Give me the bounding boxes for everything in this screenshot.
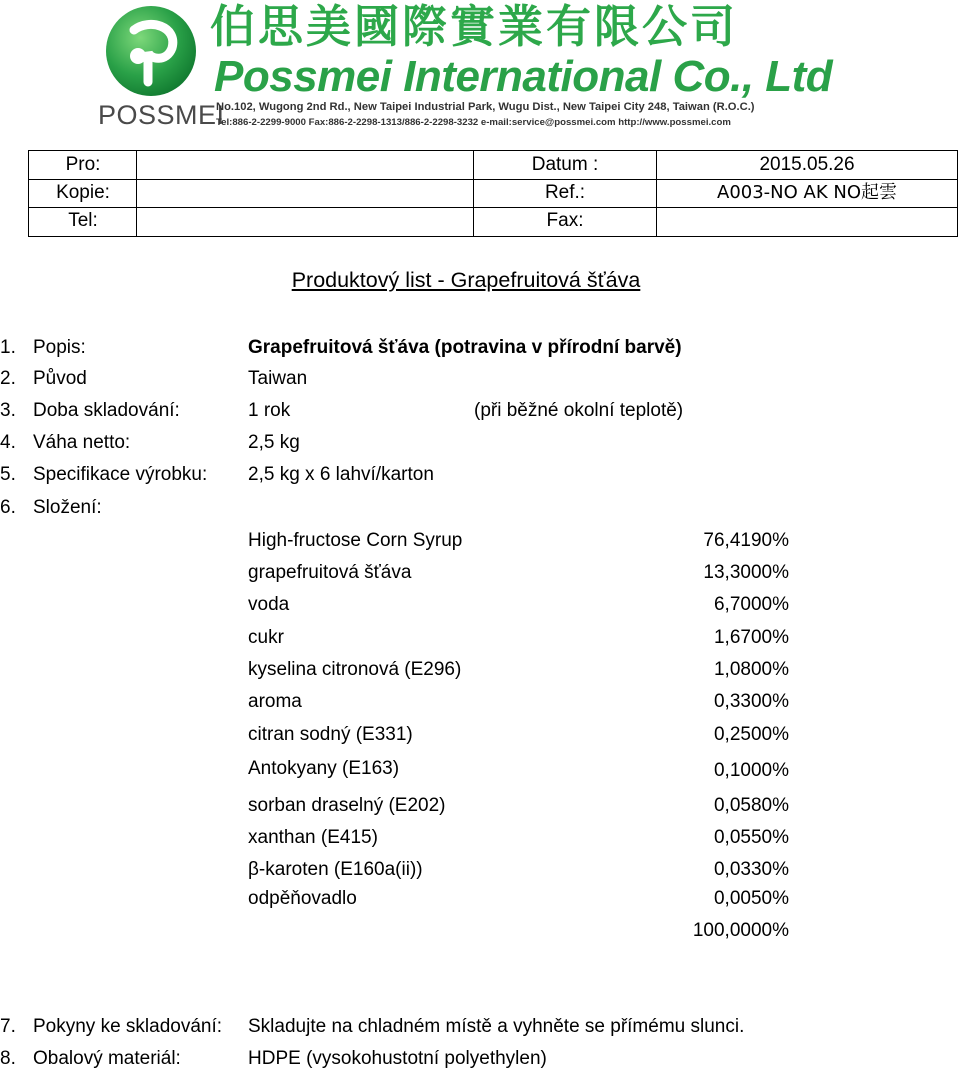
ingredient-name: sorban draselný (E202) [248, 795, 446, 816]
item-specifikace [0, 463, 207, 487]
ingredient-name: odpěňovadlo [248, 888, 357, 909]
item-label: Původ [33, 368, 87, 389]
item-number: 5. [0, 464, 16, 485]
ingredient-percent: 13,3000% [703, 562, 789, 583]
pokyny-value: Skladujte na chladném místě a vyhněte se přímému slunci. [248, 1016, 745, 1037]
item-number: 1. [0, 337, 16, 358]
item-label: Specifikace výrobku: [33, 464, 208, 485]
ingredient-percent: 0,1000% [713, 760, 789, 781]
ingredient-name: High-fructose Corn Syrup [248, 530, 463, 551]
item-number: 4. [0, 432, 16, 453]
possmei-logo-icon [104, 4, 198, 98]
ref-value: A003-NO AK NO起雲 [717, 182, 897, 203]
item-number: 8. [0, 1048, 16, 1069]
item-doba-skladovani [0, 399, 180, 423]
item-label: Popis: [33, 337, 86, 358]
datum-label: Datum : [531, 154, 599, 175]
ingredient-percent: 1,0800% [713, 659, 789, 680]
datum-value: 2015.05.26 [759, 154, 855, 175]
item-number: 7. [0, 1016, 16, 1037]
item-label: Pokyny ke skladování: [33, 1016, 223, 1037]
ref-label: Ref.: [544, 182, 586, 203]
fax-label: Fax: [546, 210, 584, 231]
vaha-netto-value: 2,5 kg [248, 432, 300, 453]
ingredient-name: xanthan (E415) [248, 827, 378, 848]
item-pokyny [0, 1015, 222, 1039]
obalovy-material-value: HDPE (vysokohustotní polyethylen) [248, 1048, 547, 1069]
item-popis [0, 336, 86, 360]
item-number: 3. [0, 400, 16, 421]
ingredient-name: cukr [248, 627, 284, 648]
specifikace-value: 2,5 kg x 6 lahví/karton [248, 464, 434, 485]
item-label: Doba skladování: [33, 400, 180, 421]
ingredient-percent: 6,7000% [713, 594, 789, 615]
item-number: 2. [0, 368, 16, 389]
item-puvod [0, 367, 87, 391]
company-name-english: Possmei International Co., Ltd [214, 52, 833, 101]
page-title: Produktový list - Grapefruitová šťáva [291, 268, 641, 292]
doba-skladovani-note: (při běžné okolní teplotě) [474, 400, 684, 421]
item-label: Váha netto: [33, 432, 131, 453]
item-number: 6. [0, 497, 16, 518]
popis-value: Grapefruitová šťáva (potravina v přírodní barvě) [248, 337, 682, 358]
puvod-value: Taiwan [248, 368, 308, 389]
item-label: Složení: [33, 497, 102, 518]
pro-label: Pro: [65, 154, 101, 175]
item-slozeni [0, 496, 102, 520]
company-contact: Tel:886-2-2299-9000 Fax:886-2-2298-1313/886-2-2298-3232 e-mail:service@possmei.com http://www.possmei.com [216, 117, 731, 128]
logo-wordmark: POSSMEI [98, 100, 225, 130]
item-obalovy-material [0, 1047, 181, 1071]
ingredient-percent: 76,4190% [703, 530, 789, 551]
ingredient-name: voda [248, 594, 290, 615]
ingredient-name: β-karoten (E160a(ii)) [248, 859, 423, 880]
header-table [28, 150, 958, 237]
doba-skladovani-value: 1 rok [248, 400, 291, 421]
ingredient-total: 100,0000% [692, 920, 789, 941]
item-label: Obalový materiál: [33, 1048, 181, 1069]
ingredient-percent: 0,0050% [713, 888, 789, 909]
ingredient-name: grapefruitová šťáva [248, 562, 412, 583]
ingredient-name: Antokyany (E163) [248, 758, 400, 779]
ingredient-percent: 0,0330% [713, 859, 789, 880]
ingredient-name: kyselina citronová (E296) [248, 659, 462, 680]
company-address: No.102, Wugong 2nd Rd., New Taipei Industrial Park, Wugu Dist., New Taipei City 248, Taiwan (R.O.C.) [216, 101, 755, 113]
table-divider [473, 151, 474, 236]
ingredient-percent: 0,0550% [713, 827, 789, 848]
ingredient-percent: 0,0580% [713, 795, 789, 816]
company-name-chinese: 伯思美國際實業有限公司 [210, 0, 739, 53]
ingredient-percent: 0,3300% [713, 691, 789, 712]
ingredient-name: citran sodný (E331) [248, 724, 413, 745]
ingredient-percent: 0,2500% [713, 724, 789, 745]
kopie-label: Kopie: [56, 182, 110, 203]
ingredient-percent: 1,6700% [713, 627, 789, 648]
tel-label: Tel: [68, 210, 98, 231]
item-vaha-netto [0, 431, 130, 455]
ingredient-name: aroma [248, 691, 302, 712]
